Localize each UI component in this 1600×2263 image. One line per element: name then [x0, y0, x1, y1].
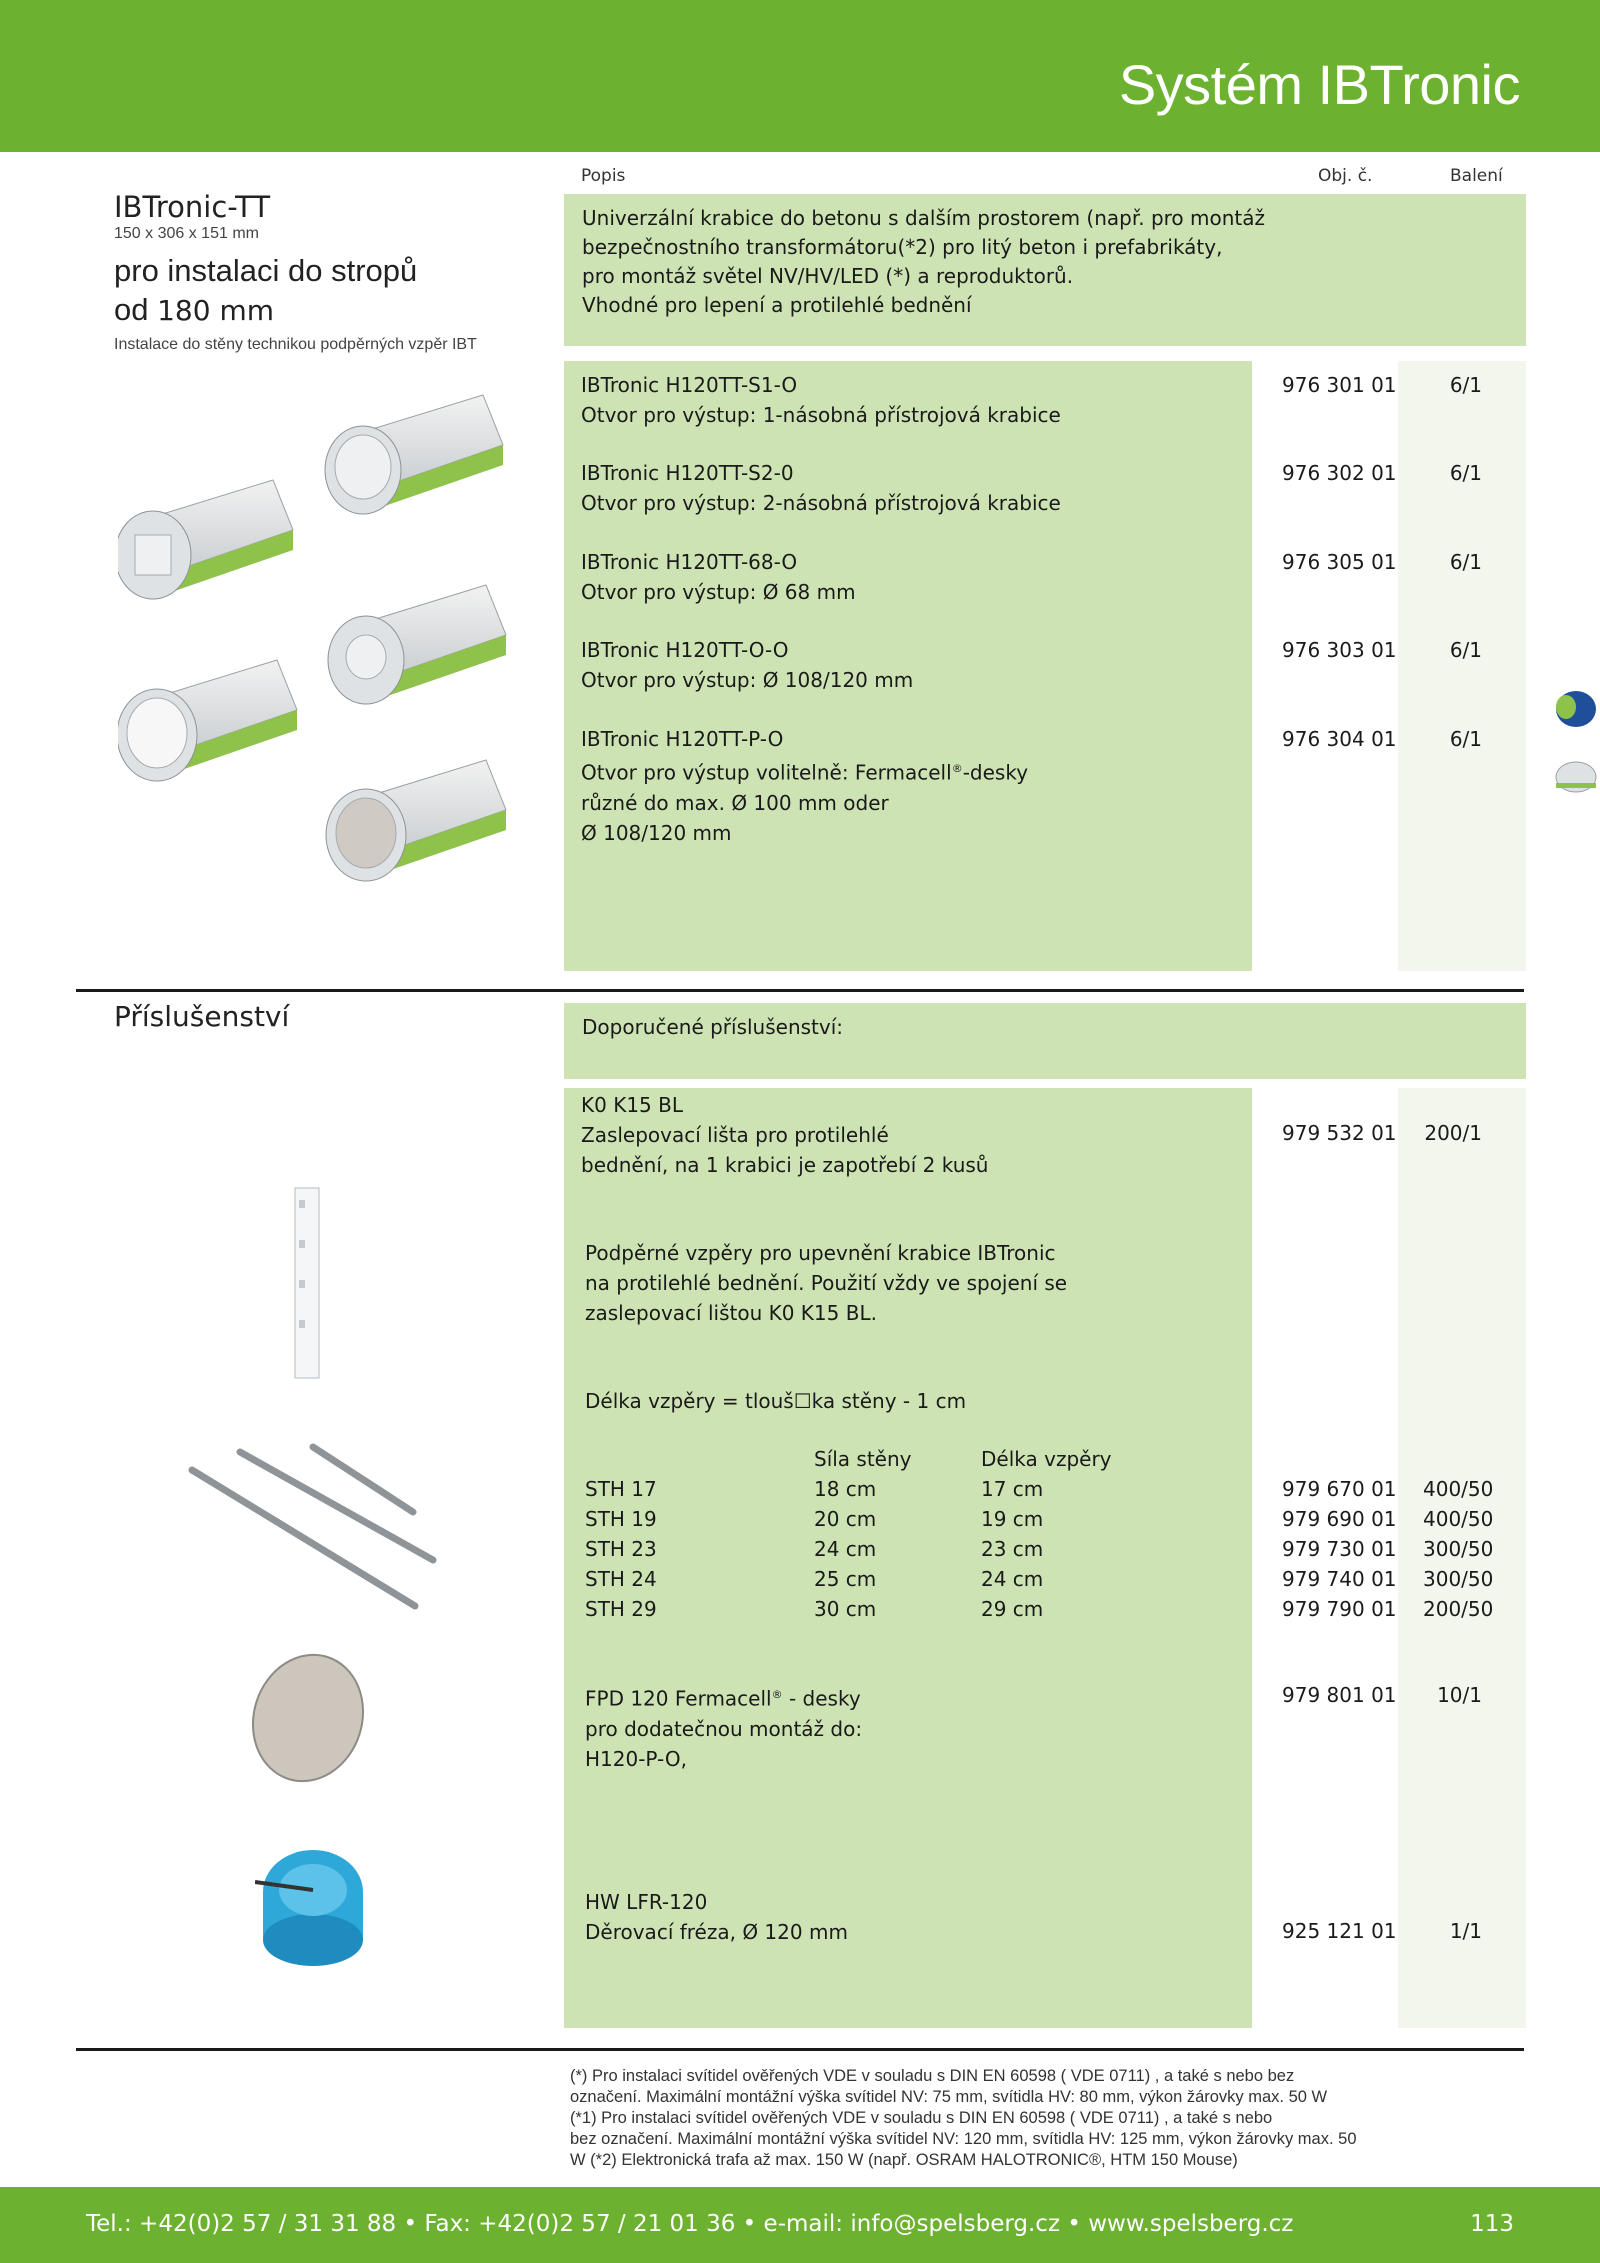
variant-name: IBTronic H120TT-P-O	[581, 727, 784, 751]
strut-order-number: 979 740 01	[1282, 1567, 1397, 1591]
strut-length: 23 cm	[981, 1537, 1044, 1561]
variant-detail: Ø 108/120 mm	[581, 820, 732, 845]
strut-length: 19 cm	[981, 1507, 1044, 1531]
strut-pack: 400/50	[1423, 1477, 1494, 1501]
variant-order-number: 976 301 01	[1282, 373, 1397, 397]
variant-pack: 6/1	[1449, 727, 1482, 751]
variants-pack-column	[1398, 361, 1526, 971]
variant-detail: Otvor pro výstup volitelně: Fermacell®-desky	[581, 760, 1029, 785]
footnote-line: bez označení. Maximální montážní výška svítidel NV: 120 mm, svítidla HV: 125 mm, výkon žárovky max. 50	[570, 2130, 1357, 2148]
box-image	[328, 585, 506, 704]
description-line: bezpečnostního transformátoru(*2) pro litý beton i prefabrikáty,	[582, 235, 1223, 259]
footnotes	[570, 2066, 1470, 2171]
strut-length-header: Délka vzpěry	[981, 1447, 1112, 1471]
page-number: 113	[1470, 2211, 1514, 2237]
accessories-title: Příslušenství	[114, 1000, 290, 1033]
strut-wall-header: Síla stěny	[814, 1447, 912, 1471]
variant-detail: Otvor pro výstup: 2-násobná přístrojová krabice	[581, 491, 1061, 515]
variant-detail: různé do max. Ø 100 mm oder	[581, 790, 889, 815]
column-header-description: Popis	[581, 166, 626, 186]
strut-wall: 24 cm	[814, 1537, 877, 1561]
product-subtitle: pro instalaci do stropů	[114, 253, 418, 288]
product-install-note: Instalace do stěny technikou podpěrných vzpěr IBT	[114, 336, 477, 353]
description-line: Univerzální krabice do betonu s dalším prostorem (např. pro montáž	[582, 206, 1266, 230]
variant-pack: 6/1	[1449, 461, 1482, 485]
strut-pack: 200/50	[1423, 1597, 1494, 1621]
ibtronic-box-illustration	[118, 385, 510, 915]
accessories-illustration	[180, 1180, 460, 1800]
accessory-detail: pro dodatečnou montáž do:	[585, 1716, 863, 1741]
strut-order-number: 979 730 01	[1282, 1537, 1397, 1561]
struts-line: zaslepovací lištou K0 K15 BL.	[585, 1301, 877, 1325]
accessory-order-number: 925 121 01	[1282, 1919, 1397, 1943]
accessory-pack: 200/1	[1424, 1121, 1482, 1145]
variant-pack: 6/1	[1449, 638, 1482, 662]
variant-order-number: 976 305 01	[1282, 550, 1397, 574]
strut-name: STH 19	[585, 1507, 657, 1531]
footnote-line: (*1) Pro instalaci svítidel ověřených VDE v souladu s DIN EN 60598 ( VDE 0711) , a také s nebo	[570, 2109, 1273, 2127]
accessory-fpd	[585, 1680, 862, 1774]
strut-length: 29 cm	[981, 1597, 1044, 1621]
footnote-line: označení. Maximální montážní výška svítidel NV: 75 mm, svítidla HV: 80 mm, výkon žárovky max. 50 W	[570, 2088, 1328, 2106]
footnote-line: W (*2) Elektronická trafa až max. 150 W (např. OSRAM HALOTRONIC®, HTM 150 Mouse)	[570, 2151, 1238, 2169]
variant-item	[581, 724, 1028, 848]
product-name: IBTronic-TT	[114, 190, 271, 224]
variant-item	[581, 458, 1061, 518]
strut-length: 24 cm	[981, 1567, 1044, 1591]
box-image	[325, 395, 503, 514]
footer-contact: Tel.: +42(0)2 57 / 31 31 88 • Fax: +42(0)2 57 / 21 01 36 • e-mail: info@spelsberg.cz • www.spelsberg.cz	[86, 2211, 1294, 2237]
variant-name: IBTronic H120TT-S1-O	[581, 373, 798, 397]
blanking-strip-image	[295, 1188, 319, 1378]
strut-name: STH 24	[585, 1567, 657, 1591]
strut-pack: 300/50	[1423, 1567, 1494, 1591]
accessory-pack: 10/1	[1437, 1683, 1482, 1707]
variant-order-number: 976 304 01	[1282, 727, 1397, 751]
strut-name: STH 29	[585, 1597, 657, 1621]
description-line: pro montáž světel NV/HV/LED (*) a reproduktorů.	[582, 264, 1074, 288]
fermacell-disc-image	[237, 1640, 379, 1795]
variant-pack: 6/1	[1449, 550, 1482, 574]
variant-item	[581, 635, 913, 695]
box-image	[326, 760, 506, 881]
strut-length-note: Délka vzpěry = tlouš☐ka stěny - 1 cm	[585, 1389, 967, 1413]
footnote-line: (*) Pro instalaci svítidel ověřených VDE v souladu s DIN EN 60598 ( VDE 0711) , a také s nebo bez	[570, 2067, 1295, 2085]
accessory-detail: H120-P-O,	[585, 1746, 687, 1771]
strut-rods-image	[192, 1447, 433, 1606]
column-header-order-number: Obj. č.	[1318, 166, 1373, 186]
variant-detail: Otvor pro výstup: Ø 68 mm	[581, 580, 856, 604]
variant-order-number: 976 302 01	[1282, 461, 1397, 485]
strut-order-number: 979 690 01	[1282, 1507, 1397, 1531]
side-thumbnail	[1548, 685, 1598, 805]
accessory-pack: 1/1	[1449, 1919, 1482, 1943]
variant-detail: Otvor pro výstup: Ø 108/120 mm	[581, 668, 914, 692]
accessory-name: HW LFR-120	[585, 1890, 708, 1914]
hole-saw-illustration	[255, 1840, 375, 1970]
strut-name: STH 17	[585, 1477, 657, 1501]
section-divider	[76, 989, 1524, 992]
box-image	[118, 660, 297, 781]
variant-order-number: 976 303 01	[1282, 638, 1397, 662]
strut-pack: 300/50	[1423, 1537, 1494, 1561]
page-footer	[0, 2187, 1600, 2263]
recommended-label: Doporučené příslušenství:	[582, 1015, 844, 1039]
column-header-packaging: Balení	[1450, 166, 1503, 186]
accessory-name: FPD 120 Fermacell® - desky	[585, 1686, 861, 1711]
struts-line: Podpěrné vzpěry pro upevnění krabice IBTronic	[585, 1241, 1056, 1265]
variant-name: IBTronic H120TT-68-O	[581, 550, 798, 574]
struts-line: na protilehlé bednění. Použití vždy ve spojení se	[585, 1271, 1068, 1295]
accessory-detail: Zaslepovací lišta pro protilehlé	[581, 1123, 889, 1147]
page-title: Systém IBTronic	[1118, 53, 1520, 116]
box-image	[118, 480, 293, 599]
strut-wall: 20 cm	[814, 1507, 877, 1531]
accessory-order-number: 979 532 01	[1282, 1121, 1397, 1145]
accessory-detail: Děrovací fréza, Ø 120 mm	[585, 1920, 848, 1944]
product-dimensions: 150 x 306 x 151 mm	[114, 225, 259, 242]
accessory-k0	[581, 1090, 988, 1180]
struts-description	[585, 1238, 1067, 1328]
section-divider	[76, 2048, 1524, 2051]
variant-name: IBTronic H120TT-O-O	[581, 638, 789, 662]
strut-pack: 400/50	[1423, 1507, 1494, 1531]
accessory-name: K0 K15 BL	[581, 1093, 683, 1117]
description-line: Vhodné pro lepení a protilehlé bednění	[582, 293, 972, 317]
strut-order-number: 979 670 01	[1282, 1477, 1397, 1501]
variant-item	[581, 547, 856, 607]
accessory-hw	[585, 1887, 848, 1947]
product-min-depth: od 180 mm	[114, 292, 275, 327]
strut-wall: 18 cm	[814, 1477, 877, 1501]
strut-name: STH 23	[585, 1537, 657, 1561]
variant-name: IBTronic H120TT-S2-0	[581, 461, 794, 485]
strut-order-number: 979 790 01	[1282, 1597, 1397, 1621]
product-description-box	[564, 194, 1526, 346]
strut-wall: 25 cm	[814, 1567, 877, 1591]
recommended-accessories-box	[564, 1003, 1526, 1079]
page-header	[0, 0, 1600, 152]
variant-detail: Otvor pro výstup: 1-násobná přístrojová krabice	[581, 403, 1061, 427]
variant-item	[581, 370, 1061, 430]
variant-pack: 6/1	[1449, 373, 1482, 397]
accessory-order-number: 979 801 01	[1282, 1683, 1397, 1707]
strut-wall: 30 cm	[814, 1597, 877, 1621]
accessory-detail: bednění, na 1 krabici je zapotřebí 2 kusů	[581, 1153, 989, 1177]
strut-length: 17 cm	[981, 1477, 1044, 1501]
